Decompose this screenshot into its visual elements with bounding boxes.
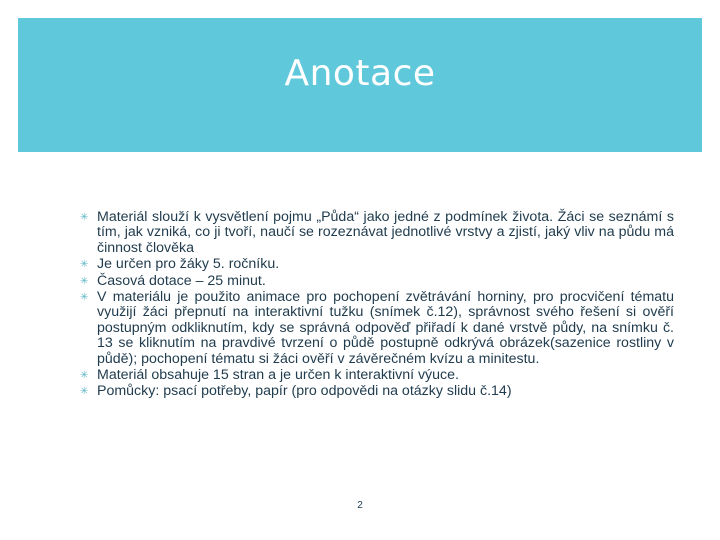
slide-title: Anotace xyxy=(284,52,436,94)
asterisk-bullet-icon: ✳ xyxy=(80,370,89,382)
bullet-text: Časová dotace – 25 minut. xyxy=(97,272,266,289)
bullet-text: V materiálu je použito animace pro pochopení zvětrávání horniny, pro procvičení tématu využijí žáci přepnutí na interaktivní tužku (snímek č.12), správnost svého řešení si ověří postupným odkliknutím, kdy se správná odpověď přiřadí k dané vrstvě půdy, na snímku č. 13 se kliknutím na pravdivé tvrzení o půdě postupně odkrývá obrázek(sazenice rostliny v půdě); pochopení tématu si žáci ověří v závěrečném kvízu a minitestu. xyxy=(97,289,674,367)
bullet-item xyxy=(80,257,674,272)
bullet-text: Materiál obsahuje 15 stran a je určen k interaktivní výuce. xyxy=(97,367,459,384)
asterisk-bullet-icon: ✳ xyxy=(80,212,89,223)
bullet-text: Materiál slouží k vysvětlení pojmu „Půda“ jako jedné z podmínek života. Žáci se seznámí s tím, jak vzniká, co ji tvoří, naučí se rozeznávat jednotlivé vrstvy a zjistí, jaký vliv na půdu má činnost člověka xyxy=(97,209,674,256)
bullet-item xyxy=(80,274,674,289)
asterisk-bullet-icon: ✳ xyxy=(80,259,89,271)
bullet-text: Pomůcky: psací potřeby, papír (pro odpovědi na otázky slidu č.14) xyxy=(97,383,512,400)
asterisk-bullet-icon: ✳ xyxy=(80,292,89,304)
bullet-item xyxy=(80,384,674,399)
asterisk-bullet-icon: ✳ xyxy=(80,386,89,398)
asterisk-bullet-icon: ✳ xyxy=(80,275,89,287)
bullet-item xyxy=(80,368,674,383)
bullet-item xyxy=(80,210,674,256)
page-number: 2 xyxy=(357,500,363,511)
title-band xyxy=(18,18,702,152)
bullet-item xyxy=(80,290,674,367)
bullet-list xyxy=(80,210,674,400)
bullet-text: Je určen pro žáky 5. ročníku. xyxy=(97,256,280,273)
slide-content xyxy=(80,210,674,401)
